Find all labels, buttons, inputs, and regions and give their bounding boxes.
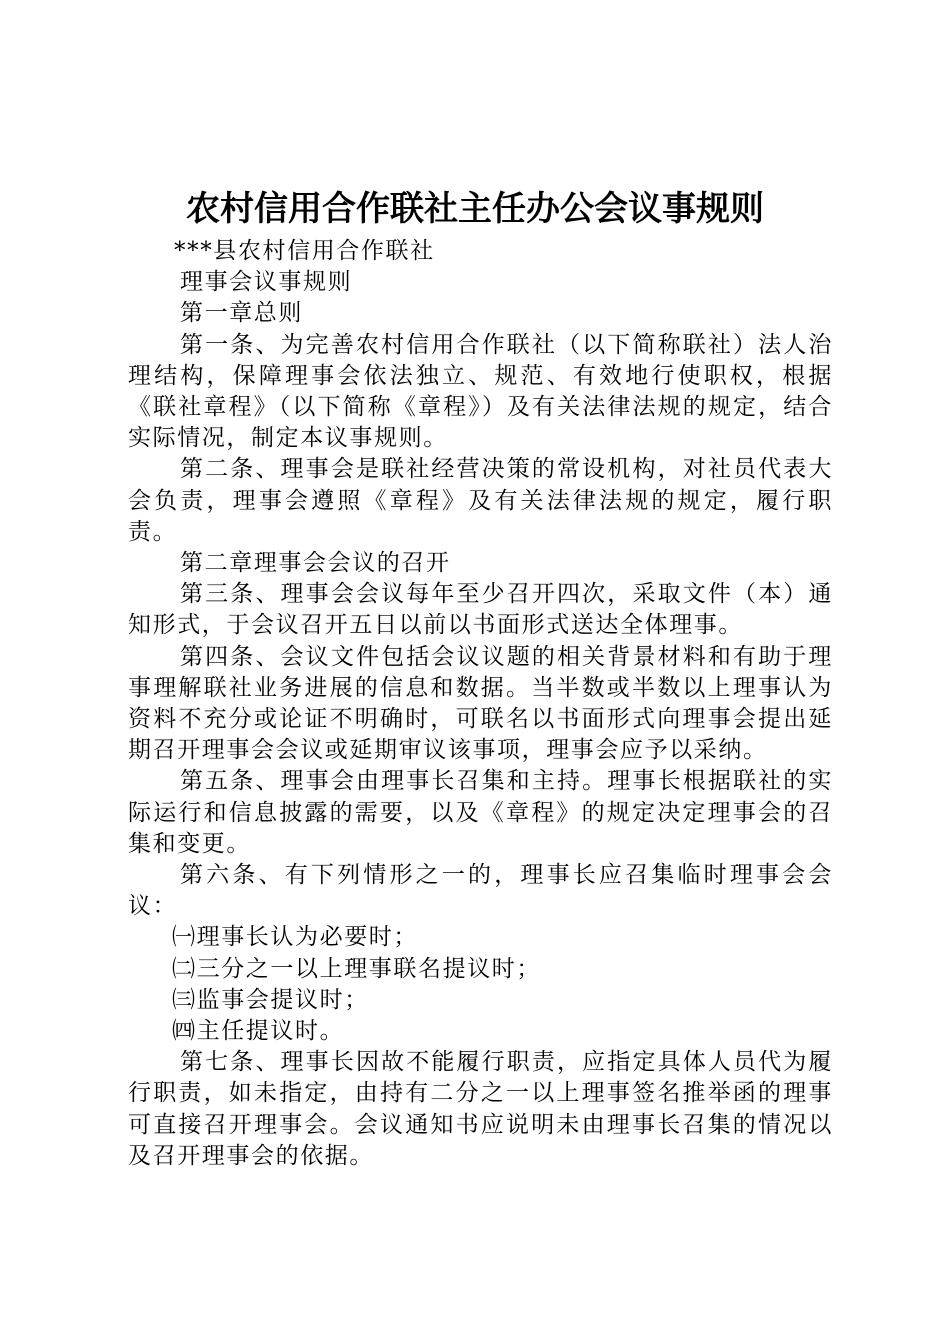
list-item: ㈡三分之一以上理事联名提议时； <box>172 955 541 982</box>
article-7: 第七条、理事长因故不能履行职责，应指定具体人员代为履行职责，如未指定，由持有二分之一以上理事签名推举函的理事可直接召开理事会。会议通知书应说明未由理事长召集的情况以及召开理事会的依据。 <box>128 1049 833 1169</box>
list-item: ㈢监事会提议时； <box>172 986 369 1013</box>
article-2: 第二条、理事会是联社经营决策的常设机构，对社员代表大会负责，理事会遵照《章程》及有关法律法规的规定，履行职责。 <box>128 456 833 545</box>
document-title: 农村信用合作联社主任办公会议事规则 <box>186 189 764 229</box>
chapter-heading-2: 第二章理事会会议的召开 <box>180 550 451 577</box>
article-5: 第五条、理事会由理事长召集和主持。理事长根据联社的实际运行和信息披露的需要，以及《章程》的规定决定理事会的召集和变更。 <box>128 768 833 857</box>
article-6: 第六条、有下列情形之一的，理事长应召集临时理事会会议： <box>128 862 833 920</box>
rules-subtitle: 理事会议事规则 <box>180 269 353 296</box>
list-item: ㈣主任提议时。 <box>172 1018 345 1045</box>
article-4: 第四条、会议文件包括会议议题的相关背景材料和有助于理事理解联社业务进展的信息和数据。当半数或半数以上理事认为资料不充分或论证不明确时，可联名以书面形式向理事会提出延期召开理事会会议或延期审议该事项，理事会应予以采纳。 <box>128 643 833 764</box>
list-item: ㈠理事长认为必要时； <box>172 924 418 951</box>
document-body <box>128 236 833 1172</box>
article-3: 第三条、理事会会议每年至少召开四次，采取文件（本）通知形式，于会议召开五日以前以书面形式送达全体理事。 <box>128 581 833 639</box>
article-1: 第一条、为完善农村信用合作联社（以下简称联社）法人治理结构，保障理事会依法独立、规范、有效地行使职权，根据《联社章程》（以下简称《章程》）及有关法律法规的规定，结合实际情况，制定本议事规则。 <box>128 331 833 452</box>
chapter-heading-1: 第一章总则 <box>180 300 303 327</box>
organization-line: ***县农村信用合作联社 <box>174 238 435 264</box>
